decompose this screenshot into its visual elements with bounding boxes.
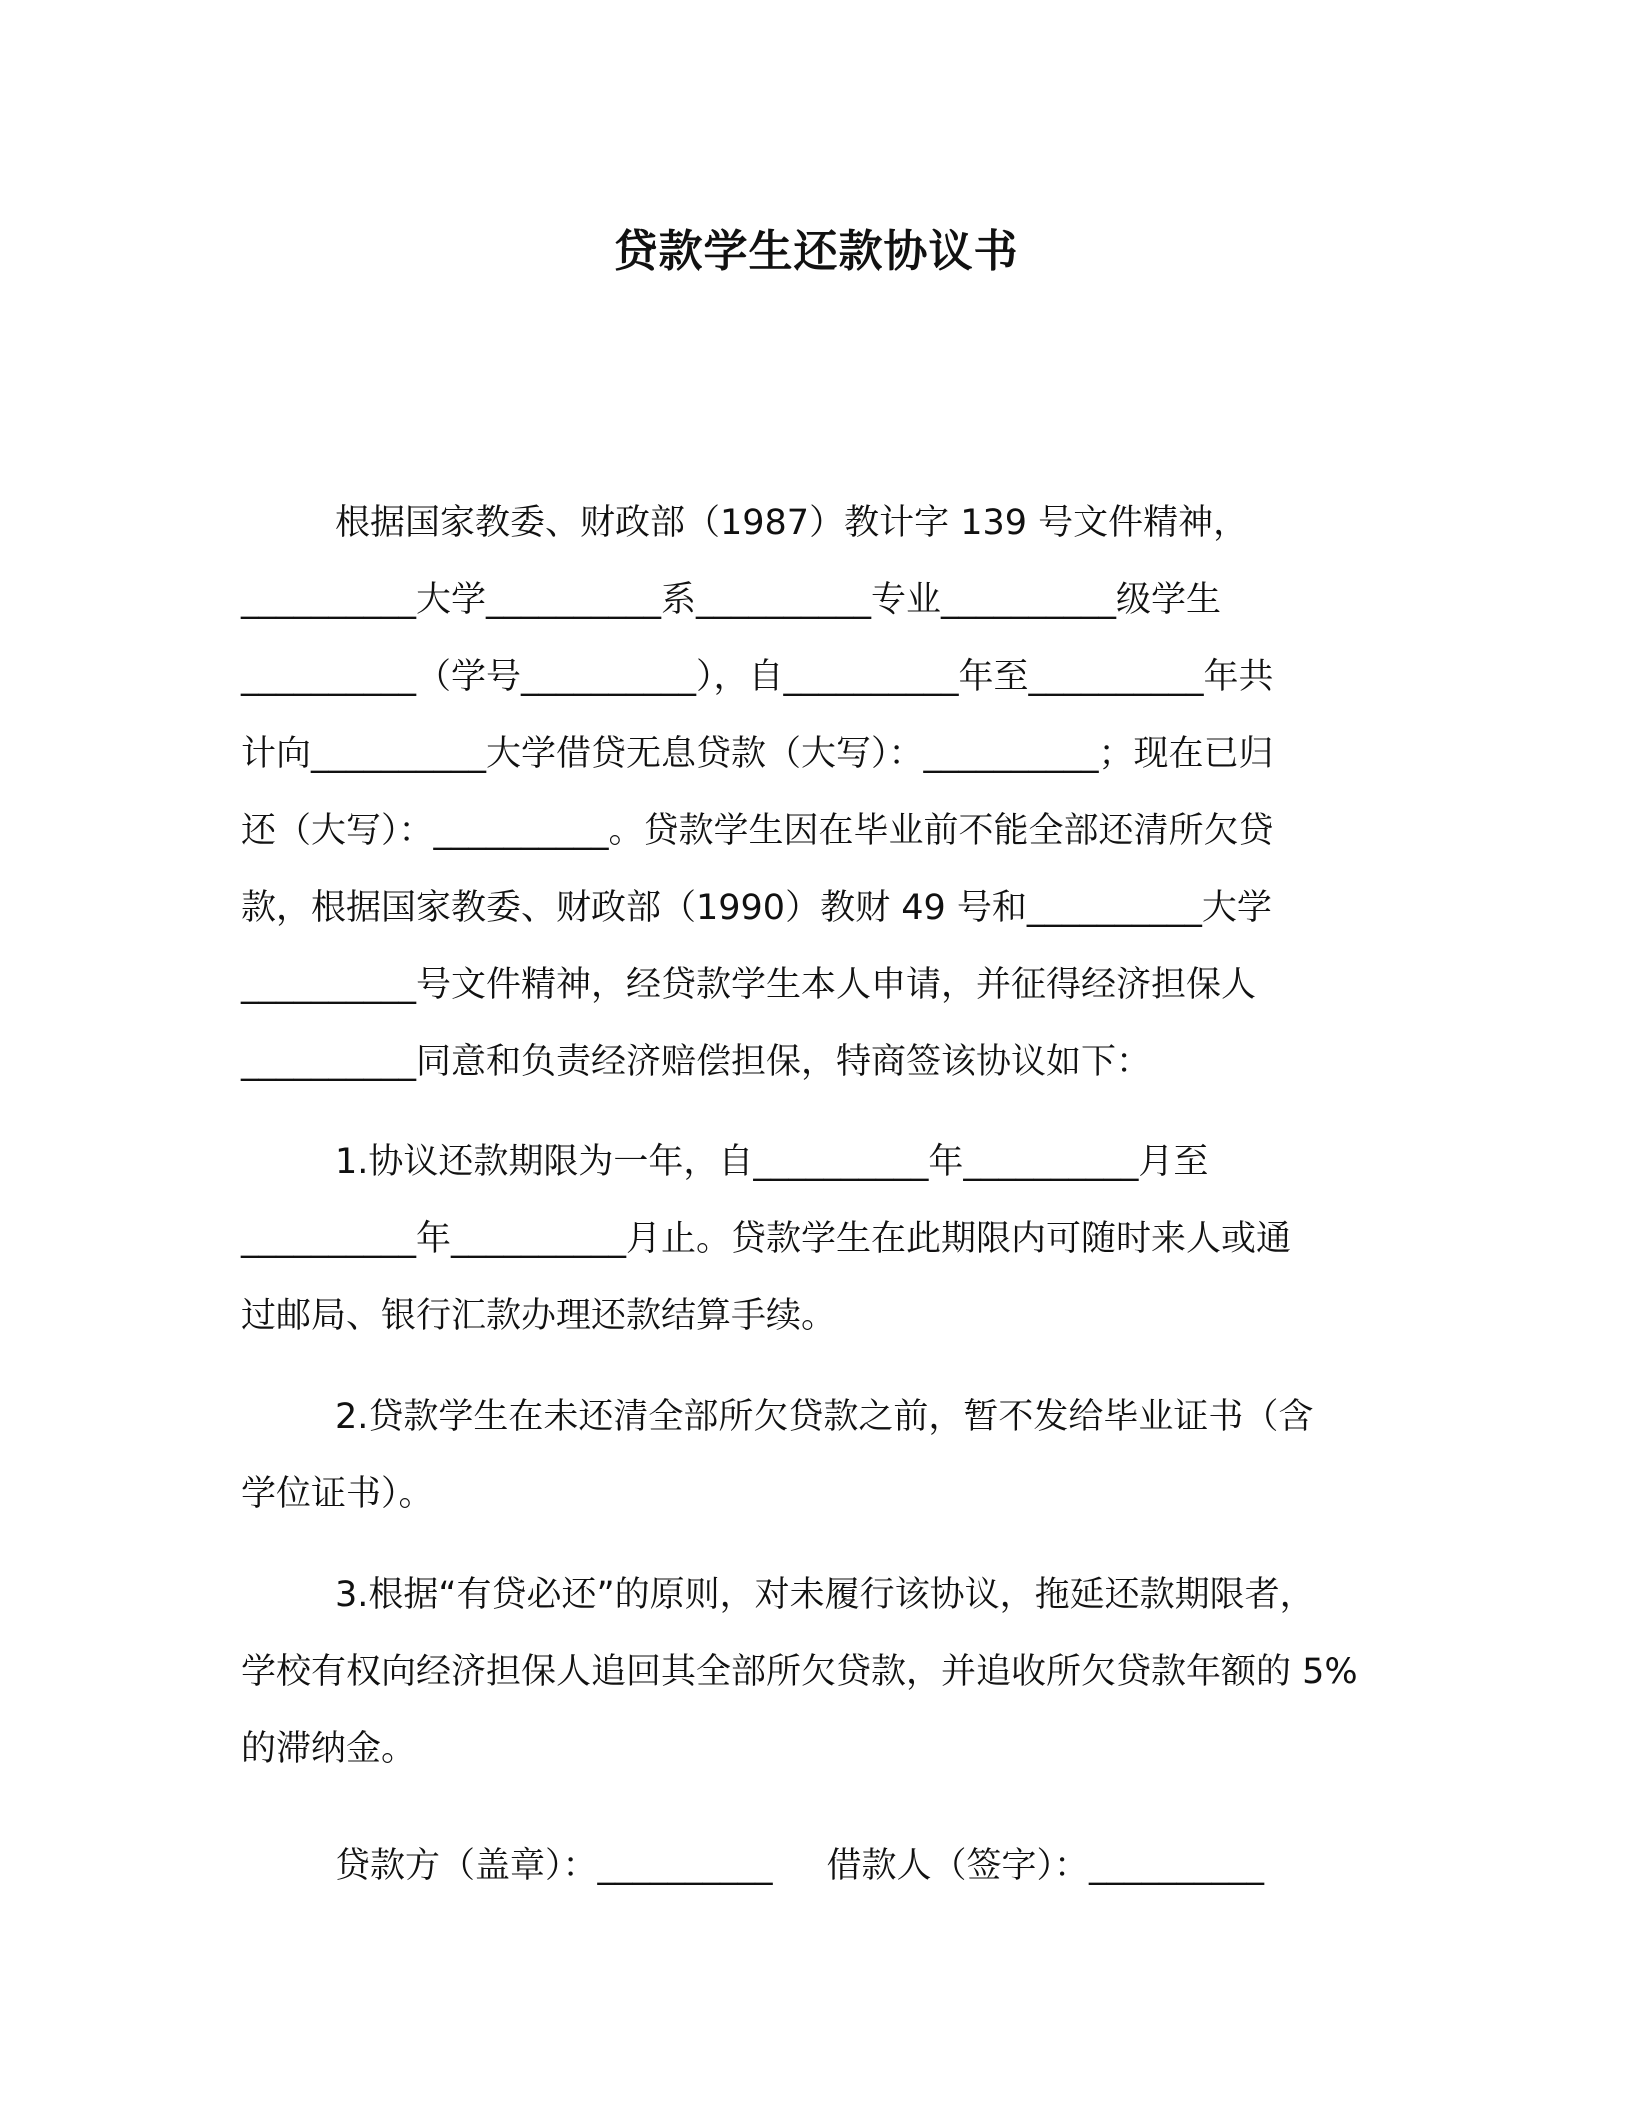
document-title: 贷款学生还款协议书	[613, 226, 1019, 277]
text-line: __________同意和负责经济赔偿担保，特商签该协议如下：	[241, 1042, 1152, 1082]
text-line: __________号文件精神，经贷款学生本人申请，并征得经济担保人	[241, 965, 1257, 1005]
lender-signature-field: 贷款方（盖章）：__________	[335, 1846, 773, 1886]
text-line: 根据国家教委、财政部（1987）教计字 139 号文件精神，	[335, 503, 1249, 543]
text-line: 学位证书）。	[241, 1474, 434, 1514]
signature-row	[335, 1836, 1264, 1896]
text-line: 过邮局、银行汇款办理还款结算手续。	[241, 1296, 837, 1336]
clause-2	[241, 1379, 1421, 1533]
clause-1	[241, 1124, 1421, 1355]
text-line: __________（学号__________），自__________年至__________年共	[241, 657, 1274, 697]
text-line: 1.协议还款期限为一年，自__________年__________月至	[335, 1142, 1209, 1182]
text-line: __________年__________月止。贷款学生在此期限内可随时来人或通	[241, 1219, 1292, 1259]
text-line: 计向__________大学借贷无息贷款（大写）：__________；现在已归	[241, 734, 1274, 774]
clause-3	[241, 1557, 1421, 1788]
text-line: 学校有权向经济担保人追回其全部所欠贷款，并追收所欠贷款年额的 5%	[241, 1652, 1358, 1692]
text-line: 3.根据“有贷必还”的原则，对未履行该协议，拖延还款期限者，	[335, 1575, 1315, 1615]
text-line: 还（大写）：__________。贷款学生因在毕业前不能全部还清所欠贷	[241, 811, 1274, 851]
text-line: 款，根据国家教委、财政部（1990）教财 49 号和__________大学	[241, 888, 1272, 928]
borrower-signature-field: 借款人（签字）：__________	[826, 1846, 1265, 1886]
text-line: 的滞纳金。	[241, 1729, 417, 1769]
text-line: __________大学__________系__________专业__________级学生	[241, 580, 1222, 620]
intro-paragraph	[241, 485, 1421, 1101]
text-line: 2.贷款学生在未还清全部所欠贷款之前，暂不发给毕业证书（含	[335, 1397, 1314, 1437]
